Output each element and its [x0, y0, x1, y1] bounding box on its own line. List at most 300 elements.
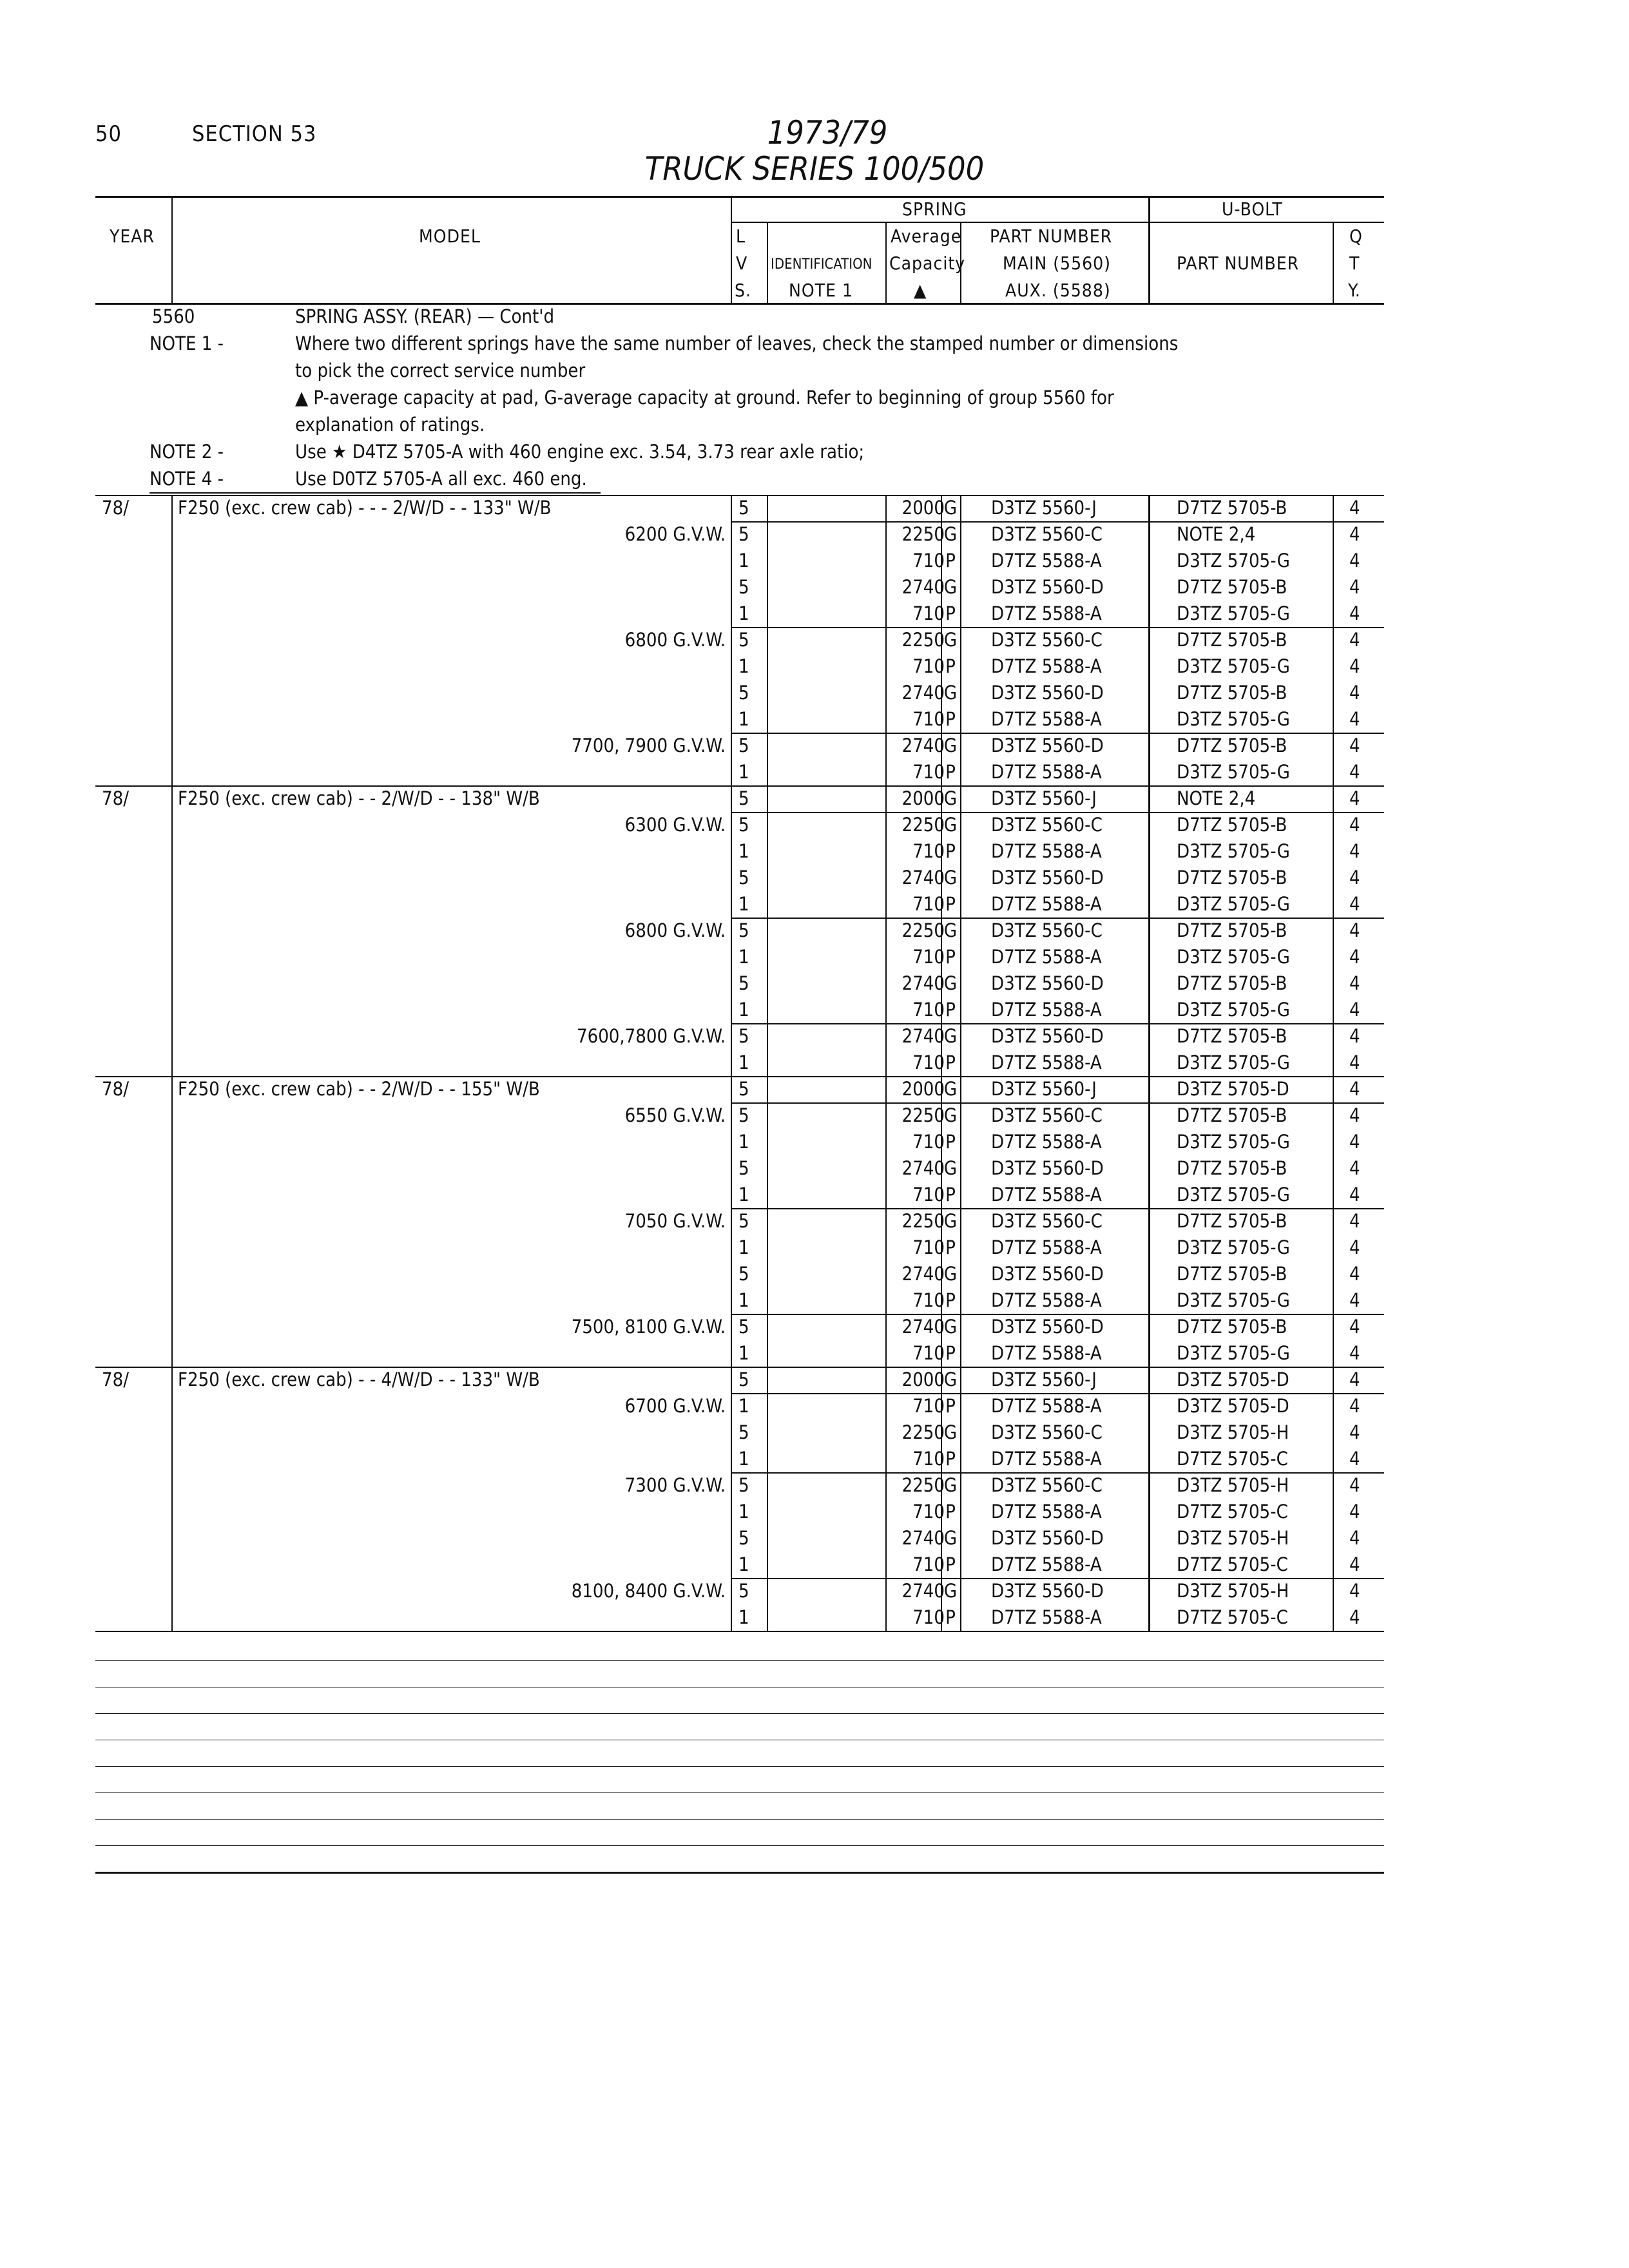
cell-pg: G	[943, 629, 958, 651]
cell-ubolt: D3TZ 5705-G	[1177, 761, 1290, 783]
cell-cap: 710	[912, 1448, 945, 1470]
cell-ubolt: D7TZ 5705-B	[1177, 497, 1287, 519]
notes-underline	[149, 492, 601, 494]
cell-pg: G	[943, 1369, 958, 1390]
cell-year	[102, 1129, 166, 1155]
spring-header: SPRING	[902, 198, 967, 220]
blank-line	[95, 1660, 1384, 1661]
cell-ubolt: D3TZ 5705-G	[1177, 602, 1290, 624]
cell-part: D7TZ 5588-A	[991, 708, 1102, 730]
col-rule-ident	[885, 495, 887, 1631]
cell-gvw: 8100, 8400 G.V.W.	[571, 1580, 726, 1602]
cell-ubolt: D3TZ 5705-G	[1177, 708, 1290, 730]
cell-part: D7TZ 5588-A	[991, 1395, 1102, 1417]
cell-ubolt: D3TZ 5705-G	[1177, 1289, 1290, 1311]
cell-lvs: 5	[738, 1316, 749, 1338]
cell-year	[102, 997, 166, 1023]
cell-lvs: 5	[738, 682, 749, 704]
cell-pg: G	[943, 1104, 958, 1126]
cell-gvw	[178, 1419, 726, 1446]
cell-gvw	[178, 1499, 726, 1525]
cell-ubolt: NOTE 2,4	[1177, 787, 1256, 809]
cell-ubolt: D7TZ 5705-B	[1177, 1025, 1287, 1047]
cell-cap: 2740	[901, 576, 945, 598]
cell-pg: G	[943, 972, 958, 994]
cell-cap: 710	[912, 550, 945, 572]
cell-part: D3TZ 5560-J	[991, 1369, 1097, 1390]
cell-cap: 710	[912, 1184, 945, 1206]
cell-pg: P	[945, 1342, 956, 1364]
cell-cap: 2250	[901, 629, 945, 651]
cell-ubolt: D7TZ 5705-B	[1177, 867, 1287, 889]
cell-year	[102, 918, 166, 944]
cell-qty: 4	[1349, 1263, 1360, 1285]
cell-year	[102, 838, 166, 865]
cell-ubolt: D7TZ 5705-B	[1177, 919, 1287, 941]
cell-lvs: 5	[738, 1025, 749, 1047]
cell-pg: G	[943, 576, 958, 598]
cell-pg: G	[943, 497, 958, 519]
cell-pg: P	[945, 1184, 956, 1206]
cell-year	[102, 812, 166, 838]
cell-qty: 4	[1349, 840, 1360, 862]
note2-label: NOTE 2 -	[149, 441, 224, 463]
cell-gvw	[178, 838, 726, 865]
year-header: YEAR	[110, 226, 155, 247]
cell-qty: 4	[1349, 1580, 1360, 1602]
cell-gvw	[178, 1261, 726, 1287]
cell-lvs: 1	[738, 602, 749, 624]
cell-gvw	[178, 865, 726, 891]
cell-part: D7TZ 5588-A	[991, 946, 1102, 968]
cell-part: D3TZ 5560-D	[991, 682, 1104, 704]
cell-cap: 2250	[901, 919, 945, 941]
cell-year	[102, 574, 166, 601]
cell-pg: G	[943, 1316, 958, 1338]
cell-qty: 4	[1349, 629, 1360, 651]
cell-ubolt: D7TZ 5705-C	[1177, 1501, 1288, 1523]
cell-gvw	[178, 759, 726, 785]
cell-part: D3TZ 5560-D	[991, 1527, 1104, 1549]
cell-pg: P	[945, 550, 956, 572]
cell-year	[102, 1314, 166, 1340]
cell-qty: 4	[1349, 655, 1360, 677]
cell-year: 78/	[102, 497, 129, 519]
cell-gvw	[178, 601, 726, 627]
cell-gvw	[178, 680, 726, 706]
cell-part: D3TZ 5560-J	[991, 497, 1097, 519]
cell-lvs: 1	[738, 1184, 749, 1206]
cell-pg: G	[943, 1210, 958, 1232]
cell-ubolt: NOTE 2,4	[1177, 523, 1256, 545]
cell-ubolt: D7TZ 5705-B	[1177, 629, 1287, 651]
cell-part: D3TZ 5560-D	[991, 1580, 1104, 1602]
cell-year	[102, 944, 166, 970]
cell-cap: 2740	[901, 682, 945, 704]
cell-qty: 4	[1349, 523, 1360, 545]
cell-lvs: 5	[738, 1369, 749, 1390]
cell-qty: 4	[1349, 1210, 1360, 1232]
cell-qty: 4	[1349, 1553, 1360, 1575]
cell-model: F250 (exc. crew cab) - - 4/W/D - - 133" W/B	[178, 1369, 540, 1390]
cell-part: D3TZ 5560-C	[991, 1474, 1103, 1496]
cell-year	[102, 865, 166, 891]
capacity-header: Capacity	[889, 253, 966, 274]
cell-pg: P	[945, 893, 956, 915]
group-title: SPRING ASSY. (REAR) — Cont'd	[295, 305, 555, 327]
cell-lvs: 5	[738, 1474, 749, 1496]
cell-part: D7TZ 5588-A	[991, 1606, 1102, 1628]
cell-pg: G	[943, 682, 958, 704]
cell-qty: 4	[1349, 1448, 1360, 1470]
qty-header-q: Q	[1349, 226, 1363, 247]
cell-qty: 4	[1349, 1104, 1360, 1126]
cell-pg: P	[945, 1052, 956, 1073]
cell-part: D3TZ 5560-D	[991, 1263, 1104, 1285]
cell-ubolt: D7TZ 5705-B	[1177, 972, 1287, 994]
cell-gvw	[178, 706, 726, 733]
cell-pg: G	[943, 1580, 958, 1602]
main-header: MAIN (5560)	[1003, 253, 1111, 274]
cell-ubolt: D7TZ 5705-C	[1177, 1606, 1288, 1628]
cell-year: 78/	[102, 787, 129, 809]
cell-lvs: 5	[738, 919, 749, 941]
cell-part: D3TZ 5560-D	[991, 972, 1104, 994]
cell-lvs: 1	[738, 708, 749, 730]
cell-pg: G	[943, 1025, 958, 1047]
cell-qty: 4	[1349, 972, 1360, 994]
cell-lvs: 5	[738, 1527, 749, 1549]
page-title-series: TRUCK SERIES 100/500	[644, 150, 985, 187]
cell-cap: 2250	[901, 523, 945, 545]
cell-gvw: 7600,7800 G.V.W.	[577, 1025, 726, 1047]
cell-pg: P	[945, 1606, 956, 1628]
cell-lvs: 1	[738, 840, 749, 862]
cell-part: D3TZ 5560-D	[991, 1025, 1104, 1047]
cell-qty: 4	[1349, 946, 1360, 968]
cell-qty: 4	[1349, 893, 1360, 915]
cell-gvw: 7050 G.V.W.	[624, 1210, 726, 1232]
cell-lvs: 5	[738, 735, 749, 756]
cell-pg: G	[943, 1078, 958, 1100]
cell-qty: 4	[1349, 1474, 1360, 1496]
cell-year	[102, 970, 166, 997]
cell-year	[102, 1340, 166, 1367]
cell-gvw	[178, 1076, 726, 1102]
cell-lvs: 5	[738, 972, 749, 994]
cell-part: D3TZ 5560-J	[991, 1078, 1097, 1100]
cell-gvw: 6700 G.V.W.	[624, 1395, 726, 1417]
col-rule-year	[171, 495, 173, 1631]
cell-ubolt: D3TZ 5705-H	[1177, 1474, 1289, 1496]
ubolt-header: U-BOLT	[1222, 198, 1283, 220]
cell-ubolt: D3TZ 5705-G	[1177, 655, 1290, 677]
cell-part: D7TZ 5588-A	[991, 1342, 1102, 1364]
cell-pg: G	[943, 523, 958, 545]
cell-year	[102, 1235, 166, 1261]
cell-year	[102, 653, 166, 680]
cell-gvw	[178, 1446, 726, 1472]
cell-gvw: 7300 G.V.W.	[624, 1474, 726, 1496]
cell-part: D3TZ 5560-C	[991, 1210, 1103, 1232]
section-label: SECTION 53	[192, 121, 317, 147]
cell-cap: 710	[912, 602, 945, 624]
cell-year	[102, 759, 166, 785]
cell-ubolt: D3TZ 5705-H	[1177, 1527, 1289, 1549]
col-rule-lvs	[767, 495, 768, 1631]
cell-part: D3TZ 5560-C	[991, 523, 1103, 545]
cell-lvs: 5	[738, 1157, 749, 1179]
cell-pg: G	[943, 1263, 958, 1285]
cell-qty: 4	[1349, 1501, 1360, 1523]
cell-gvw	[178, 1287, 726, 1314]
cell-part: D7TZ 5588-A	[991, 1289, 1102, 1311]
header-qty-divider	[1333, 222, 1334, 304]
cell-part: D3TZ 5560-C	[991, 1421, 1103, 1443]
cell-year	[102, 1604, 166, 1631]
cell-cap: 2740	[901, 735, 945, 756]
cell-lvs: 1	[738, 1448, 749, 1470]
col-rule-ubolt	[1333, 495, 1334, 1631]
cell-cap: 710	[912, 999, 945, 1021]
cell-pg: G	[943, 867, 958, 889]
cell-gvw	[178, 1340, 726, 1367]
cell-pg: P	[945, 602, 956, 624]
cell-ubolt: D7TZ 5705-B	[1177, 1104, 1287, 1126]
cell-pg: P	[945, 1131, 956, 1153]
cell-lvs: 1	[738, 1553, 749, 1575]
cell-pg: P	[945, 999, 956, 1021]
cell-cap: 2000	[901, 497, 945, 519]
cell-lvs: 5	[738, 1210, 749, 1232]
cell-cap: 2250	[901, 1474, 945, 1496]
note1-line3: ▲ P-average capacity at pad, G-average capacity at ground. Refer to beginning of group 5560 for	[295, 387, 1114, 408]
cell-cap: 2000	[901, 787, 945, 809]
cell-year	[102, 733, 166, 759]
cell-gvw	[178, 1552, 726, 1578]
lvs-header-l: L	[736, 226, 746, 247]
cell-qty: 4	[1349, 919, 1360, 941]
cell-year	[102, 1208, 166, 1235]
cell-lvs: 5	[738, 814, 749, 836]
page-number: 50	[95, 121, 122, 147]
cell-cap: 710	[912, 761, 945, 783]
cell-part: D7TZ 5588-A	[991, 1448, 1102, 1470]
cell-lvs: 5	[738, 867, 749, 889]
cell-gvw	[178, 785, 726, 812]
blank-line	[95, 1766, 1384, 1767]
cell-ubolt: D7TZ 5705-B	[1177, 576, 1287, 598]
cell-pg: P	[945, 840, 956, 862]
cell-part: D7TZ 5588-A	[991, 761, 1102, 783]
cell-cap: 2250	[901, 814, 945, 836]
header-spring-divider	[1148, 196, 1150, 304]
cell-part: D7TZ 5588-A	[991, 893, 1102, 915]
cell-part: D7TZ 5588-A	[991, 1501, 1102, 1523]
cell-qty: 4	[1349, 1184, 1360, 1206]
cell-ubolt: D3TZ 5705-G	[1177, 1131, 1290, 1153]
cell-gvw	[178, 891, 726, 918]
cell-qty: 4	[1349, 602, 1360, 624]
cell-year	[102, 1393, 166, 1419]
cell-lvs: 1	[738, 1289, 749, 1311]
cell-gvw	[178, 495, 726, 521]
cell-part: D3TZ 5560-C	[991, 1104, 1103, 1126]
cell-ubolt: D3TZ 5705-G	[1177, 550, 1290, 572]
cell-ubolt: D3TZ 5705-G	[1177, 1052, 1290, 1073]
cell-cap: 710	[912, 946, 945, 968]
cell-qty: 4	[1349, 735, 1360, 756]
cell-pg: G	[943, 735, 958, 756]
table-bottom-rule	[95, 1631, 1384, 1632]
cell-ubolt: D3TZ 5705-G	[1177, 1236, 1290, 1258]
header-year-divider	[171, 196, 173, 304]
note4-label: NOTE 4 -	[149, 468, 224, 490]
cell-gvw	[178, 1525, 726, 1552]
cell-lvs: 5	[738, 1421, 749, 1443]
cell-qty: 4	[1349, 787, 1360, 809]
cell-ubolt: D3TZ 5705-G	[1177, 1342, 1290, 1364]
cell-pg: P	[945, 1501, 956, 1523]
cell-qty: 4	[1349, 682, 1360, 704]
cell-pg: P	[945, 1289, 956, 1311]
cell-year: 78/	[102, 1369, 129, 1390]
cell-year	[102, 1261, 166, 1287]
cell-year	[102, 1552, 166, 1578]
qty-header-y: Y.	[1348, 280, 1361, 301]
cell-cap: 710	[912, 1342, 945, 1364]
cell-year	[102, 1155, 166, 1182]
col-rule-part	[1148, 495, 1150, 1631]
cell-lvs: 5	[738, 497, 749, 519]
cell-year	[102, 601, 166, 627]
cell-gvw: 6800 G.V.W.	[624, 629, 726, 651]
cell-year	[102, 548, 166, 574]
cell-cap: 710	[912, 1131, 945, 1153]
cell-gvw	[178, 1235, 726, 1261]
cell-qty: 4	[1349, 1342, 1360, 1364]
cell-lvs: 5	[738, 576, 749, 598]
cell-lvs: 1	[738, 1395, 749, 1417]
blank-line	[95, 1872, 1384, 1874]
cell-cap: 710	[912, 1395, 945, 1417]
cell-lvs: 5	[738, 1078, 749, 1100]
cell-part: D3TZ 5560-D	[991, 1316, 1104, 1338]
cell-ubolt: D7TZ 5705-B	[1177, 735, 1287, 756]
note1-line1: Where two different springs have the same number of leaves, check the stamped number or dimensions	[295, 332, 1179, 354]
triangle-icon: ▲	[914, 280, 927, 301]
cell-ubolt: D7TZ 5705-B	[1177, 1316, 1287, 1338]
cell-cap: 2740	[901, 1580, 945, 1602]
cell-year	[102, 1050, 166, 1076]
cell-ubolt: D3TZ 5705-G	[1177, 946, 1290, 968]
cell-year	[102, 706, 166, 733]
cell-qty: 4	[1349, 497, 1360, 519]
cell-pg: P	[945, 1553, 956, 1575]
cell-gvw: 6300 G.V.W.	[624, 814, 726, 836]
cell-part: D7TZ 5588-A	[991, 999, 1102, 1021]
cell-cap: 2250	[901, 1104, 945, 1126]
cell-ubolt: D3TZ 5705-D	[1177, 1078, 1289, 1100]
cell-year	[102, 1499, 166, 1525]
average-header: Average	[891, 226, 962, 247]
cell-pg: P	[945, 655, 956, 677]
cell-cap: 2000	[901, 1078, 945, 1100]
cell-ubolt: D3TZ 5705-G	[1177, 999, 1290, 1021]
cell-gvw	[178, 1182, 726, 1208]
cell-lvs: 5	[738, 1580, 749, 1602]
cell-ubolt: D7TZ 5705-B	[1177, 1210, 1287, 1232]
cell-part: D3TZ 5560-C	[991, 629, 1103, 651]
cell-year	[102, 521, 166, 548]
ubolt-part-number-header: PART NUMBER	[1177, 253, 1300, 274]
cell-gvw: 6800 G.V.W.	[624, 919, 726, 941]
cell-lvs: 5	[738, 1104, 749, 1126]
page-title-years: 1973/79	[767, 114, 888, 151]
cell-pg: G	[943, 787, 958, 809]
cell-gvw	[178, 1129, 726, 1155]
aux-header: AUX. (5588)	[1005, 280, 1111, 301]
cell-cap: 710	[912, 655, 945, 677]
identification-header: IDENTIFICATION	[771, 256, 872, 273]
cell-cap: 710	[912, 708, 945, 730]
cell-qty: 4	[1349, 1157, 1360, 1179]
cell-part: D7TZ 5588-A	[991, 550, 1102, 572]
cell-lvs: 1	[738, 550, 749, 572]
cell-model: F250 (exc. crew cab) - - - 2/W/D - - 133" W/B	[178, 497, 552, 519]
cell-cap: 710	[912, 840, 945, 862]
cell-lvs: 5	[738, 1263, 749, 1285]
header-top-rule	[95, 196, 1384, 198]
cell-gvw	[178, 1050, 726, 1076]
cell-gvw: 6550 G.V.W.	[624, 1104, 726, 1126]
note1-header: NOTE 1	[789, 280, 853, 301]
cell-gvw	[178, 1604, 726, 1631]
qty-header-t: T	[1349, 253, 1360, 274]
cell-cap: 2250	[901, 1210, 945, 1232]
cell-model: F250 (exc. crew cab) - - 2/W/D - - 138" W/B	[178, 787, 540, 809]
cell-year	[102, 1446, 166, 1472]
cell-pg: G	[943, 1474, 958, 1496]
cell-qty: 4	[1349, 999, 1360, 1021]
blank-line	[95, 1792, 1384, 1793]
cell-ubolt: D7TZ 5705-B	[1177, 682, 1287, 704]
cell-lvs: 1	[738, 1342, 749, 1364]
cell-ubolt: D3TZ 5705-H	[1177, 1580, 1289, 1602]
cell-pg: P	[945, 761, 956, 783]
cell-gvw	[178, 970, 726, 997]
cell-pg: G	[943, 814, 958, 836]
cell-cap: 2740	[901, 1263, 945, 1285]
cell-year	[102, 1102, 166, 1129]
cell-gvw	[178, 944, 726, 970]
cell-ubolt: D7TZ 5705-C	[1177, 1553, 1288, 1575]
cell-year	[102, 1578, 166, 1604]
cell-part: D3TZ 5560-D	[991, 576, 1104, 598]
cell-qty: 4	[1349, 1289, 1360, 1311]
note1-line2: to pick the correct service number	[295, 360, 586, 381]
cell-qty: 4	[1349, 1527, 1360, 1549]
cell-qty: 4	[1349, 708, 1360, 730]
cell-pg: P	[945, 1236, 956, 1258]
cell-ubolt: D3TZ 5705-D	[1177, 1369, 1289, 1390]
cell-year	[102, 1525, 166, 1552]
header-lvs-divider	[767, 222, 768, 304]
cell-gvw: 7700, 7900 G.V.W.	[571, 735, 726, 756]
cell-lvs: 1	[738, 1131, 749, 1153]
cell-qty: 4	[1349, 1316, 1360, 1338]
cell-lvs: 1	[738, 1052, 749, 1073]
